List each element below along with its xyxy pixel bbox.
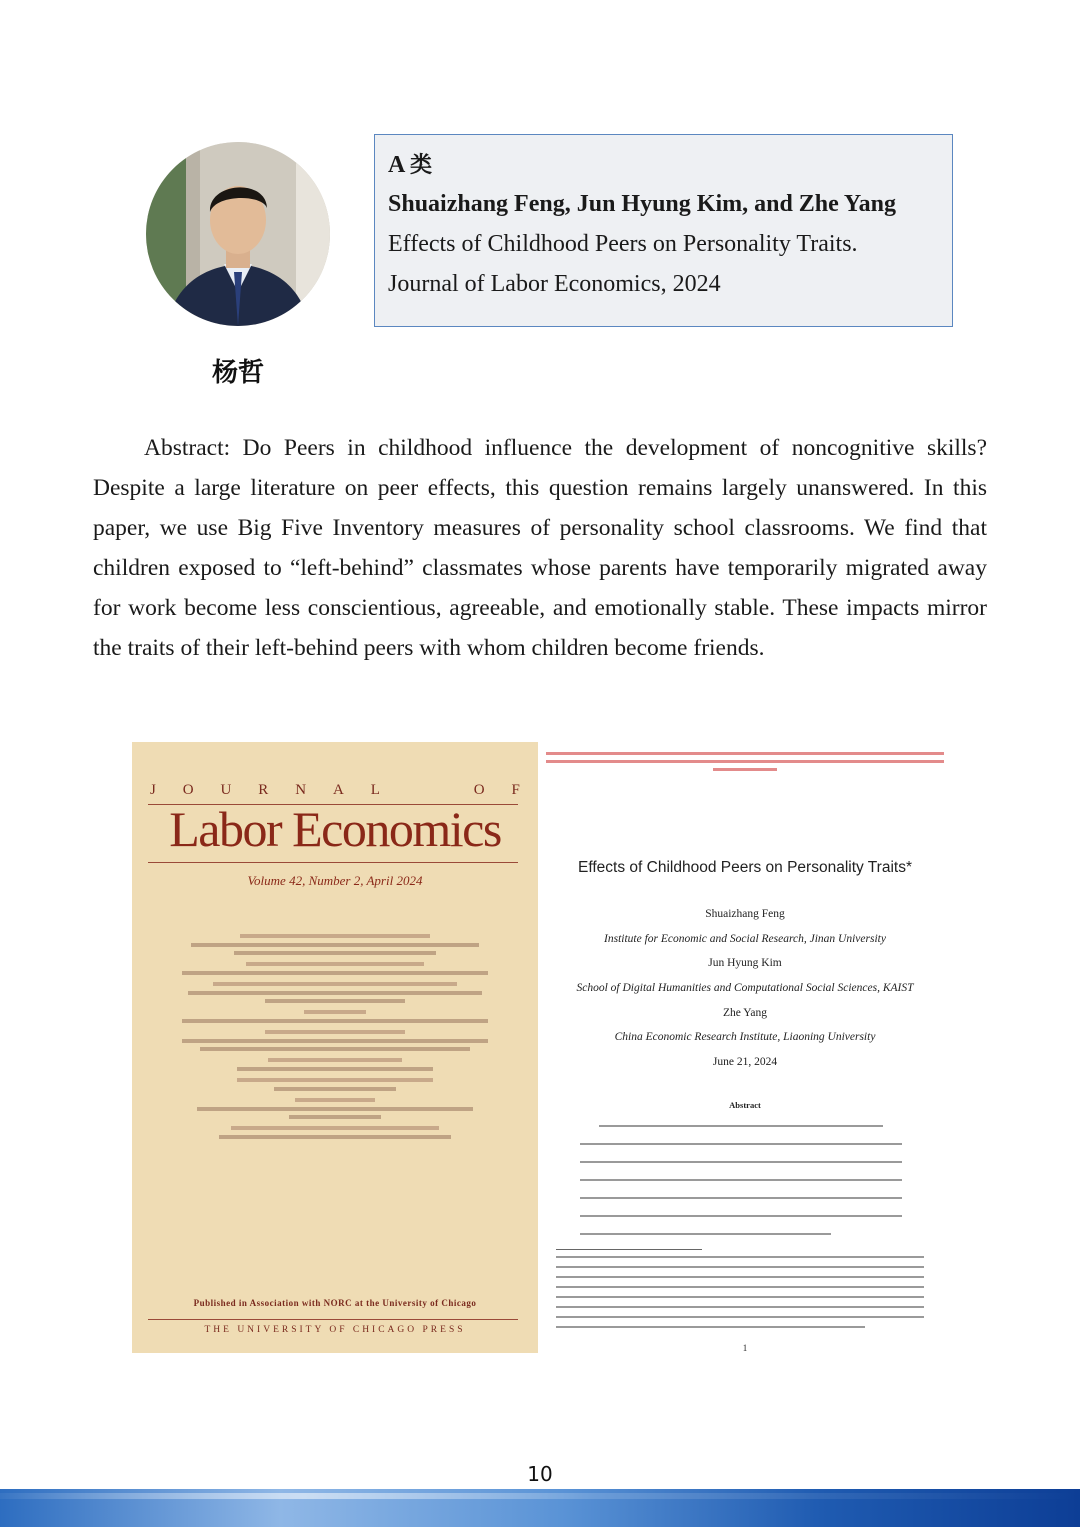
paper-affiliation: School of Digital Humanities and Computational Social Sciences, KAIST <box>576 982 914 995</box>
header-letter: O <box>182 782 194 798</box>
journal-of-header <box>150 782 520 799</box>
paper-abstract-text <box>580 1125 902 1251</box>
toc-entry <box>182 982 488 1003</box>
header-letter: F <box>511 782 520 798</box>
cover-press: THE UNIVERSITY OF CHICAGO PRESS <box>204 1325 466 1335</box>
header-letter: J <box>150 782 156 798</box>
cover-table-of-contents <box>182 930 488 1146</box>
paper-affiliation: Institute for Economic and Social Research, Jinan University <box>604 932 886 945</box>
paper-author-block <box>538 902 952 1075</box>
toc-entry <box>182 1010 488 1023</box>
accepted-manuscript-notice <box>542 752 948 776</box>
paper-first-page-image <box>538 742 952 1362</box>
header-letter: U <box>220 782 232 798</box>
cover-rule <box>148 862 518 863</box>
paper-author: Shuaizhang Feng <box>705 908 785 920</box>
publication-info-box <box>374 134 953 327</box>
toc-entry <box>182 962 488 975</box>
header-letter: A <box>333 782 344 798</box>
toc-entry <box>182 1098 488 1119</box>
category-prefix: A <box>388 152 405 178</box>
paper-abstract-heading: Abstract <box>729 1100 761 1110</box>
paper-author: Zhe Yang <box>722 1006 768 1019</box>
header-letter: N <box>295 782 307 798</box>
header-letter: O <box>473 782 485 798</box>
paper-page-number: 1 <box>742 1343 748 1353</box>
paper-affiliation: China Economic Research Institute, Liaoning University <box>614 1031 876 1044</box>
header-letter: R <box>258 782 269 798</box>
paper-author: Jun Hyung Kim <box>708 957 782 970</box>
category-label <box>388 149 939 182</box>
footer-band <box>0 1489 1080 1527</box>
page-number: 10 <box>527 1462 553 1486</box>
toc-entry <box>182 1058 488 1071</box>
toc-entry <box>182 934 488 955</box>
abstract-paragraph: Abstract: Do Peers in childhood influence the development of noncognitive skills? Despite a large literature on peer effects, this question remains largely unanswered. In this paper, we use Big Five Inventory measures of personality school classrooms. We find that children exposed to “left-behind” classmates whose parents have temporarily migrated away for work become less conscientious, agreeable, and emotionally stable. These impacts mirror the traits of their left-behind peers with whom children become friends. <box>93 435 987 661</box>
category-cjk: 类 <box>410 153 433 178</box>
footnote-rule <box>556 1249 702 1250</box>
journal-cover-image <box>132 742 538 1353</box>
toc-entry <box>182 1030 488 1051</box>
journal-title: Labor Economics <box>169 801 501 857</box>
toc-entry <box>182 1126 488 1139</box>
author-name: 杨哲 <box>211 358 264 388</box>
paper-footnote <box>556 1256 924 1336</box>
author-photo <box>146 142 330 326</box>
person-photo-icon <box>146 142 330 326</box>
citation-line-1: Effects of Childhood Peers on Personality Traits. <box>388 231 858 257</box>
paper-title: Effects of Childhood Peers on Personality Traits* <box>578 859 912 876</box>
paper-date: June 21, 2024 <box>712 1056 778 1069</box>
cover-rule <box>148 1319 518 1320</box>
header-letter: L <box>370 782 380 798</box>
cover-published-note: Published in Association with NORC at the University of Chicago <box>193 1298 477 1308</box>
journal-volume: Volume 42, Number 2, April 2024 <box>247 873 423 888</box>
toc-entry <box>182 1078 488 1091</box>
citation-line-2: Journal of Labor Economics, 2024 <box>388 271 721 297</box>
paper-authors: Shuaizhang Feng, Jun Hyung Kim, and Zhe Yang <box>388 191 896 217</box>
